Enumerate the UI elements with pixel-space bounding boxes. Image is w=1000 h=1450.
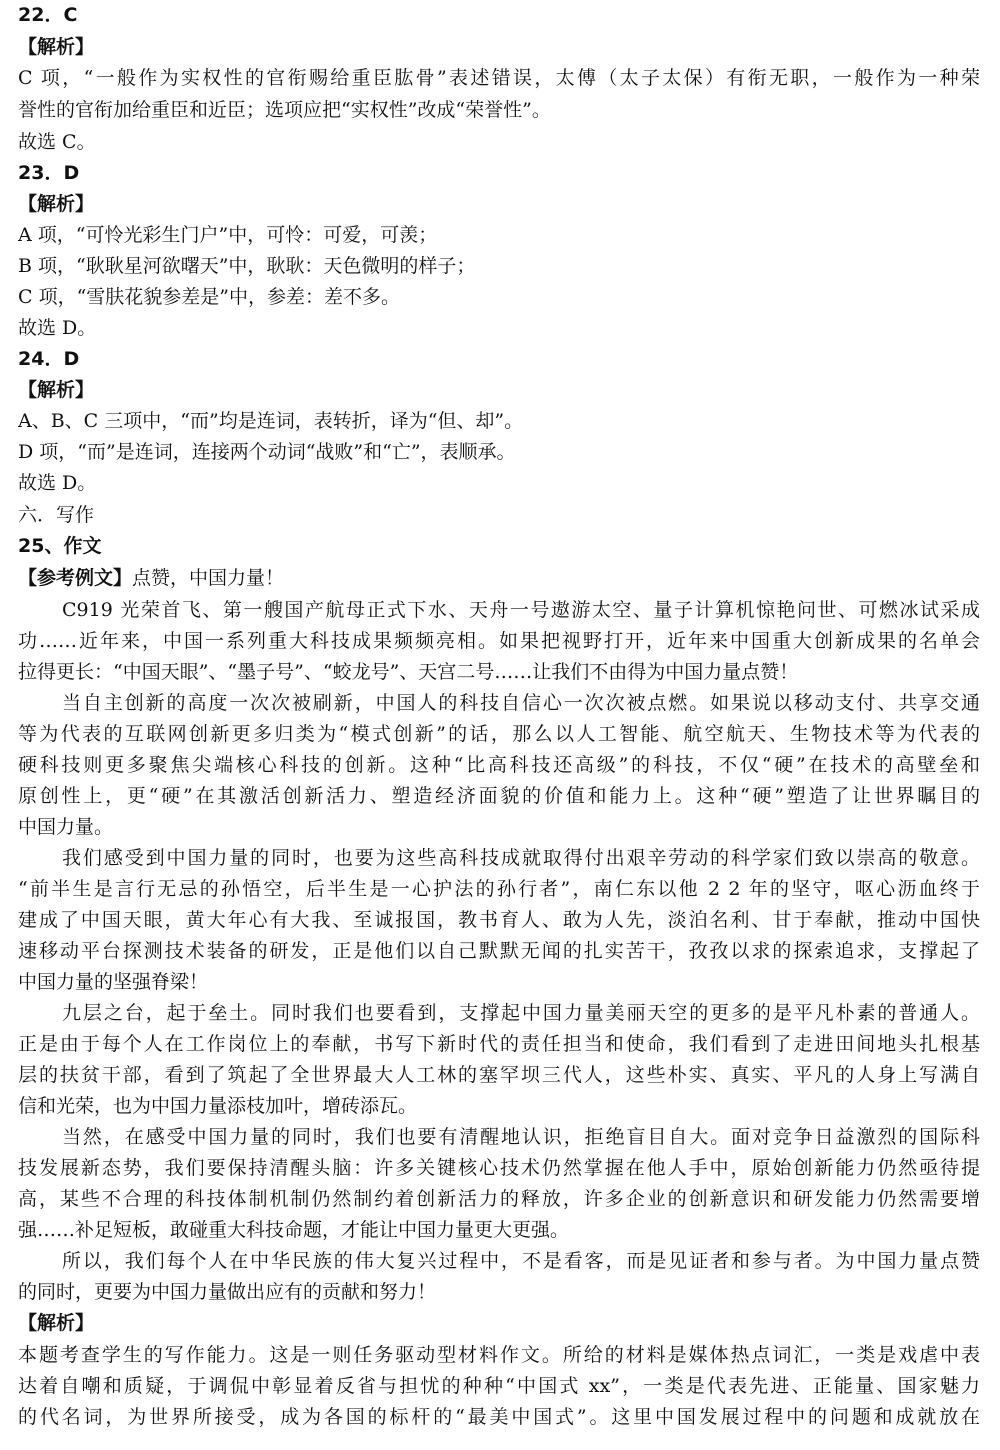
essay-p2-line-4: 原创性上，更“硬”在其激活创新活力、塑造经济面貌的价值和能力上。这种“硬”塑造了让世界瞩目的 (18, 785, 980, 807)
q24-line-2: D 项，“而”是连词，连接两个动词“战败”和“亡”，表顺承。 (18, 441, 516, 463)
essay-p2-line-3: 硬科技则更多聚焦尖端核心科技的创新。这种“比高科技还高级”的科技，不仅“硬”在技术的高壁垒和 (18, 754, 980, 776)
q25-analysis-tag: 【解析】 (18, 1312, 95, 1334)
q23-line-2: B 项，“耿耿星河欲曙天”中，耿耿：天色微明的样子； (18, 255, 476, 277)
question-22-answer: 22．C (18, 4, 78, 26)
essay-p3-line-5: 中国力量的坚强脊梁！ (18, 971, 209, 993)
section-six-heading: 六．写作 (18, 504, 95, 526)
q25-analysis-line-1: 本题考查学生的写作能力。这是一则任务驱动型材料作文。所给的材料是媒体热点词汇，一类是戏虐中表 (18, 1344, 980, 1366)
essay-p5-line-3: 高，某些不合理的科技体制机制仍然制约着创新活力的释放，许多企业的创新意识和研发能力仍然需要增 (18, 1188, 980, 1210)
essay-p3-line-3: 建成了中国天眼，黄大年心有大我、至诚报国，教书育人、敢为人先，淡泊名利、甘于奉献，推动中国快 (18, 909, 980, 931)
essay-p4-line-1: 九层之台，起于垒土。同时我们也要看到，支撑起中国力量美丽天空的更多的是平凡朴素的普通人。 (62, 1002, 980, 1024)
essay-p2-line-2: 等为代表的互联网创新更多归类为“模式创新”的话，那么以人工智能、航空航天、生物技术等为代表的 (18, 723, 980, 745)
q25-analysis-line-3: 的代名词，为世界所接受，成为各国的标杆的“最美中国式”。这里中国发展过程中的问题和成就放在 (18, 1406, 980, 1428)
essay-p3-line-4: 速移动平台探测技术装备的研发，正是他们以自己默默无闻的扎实苦干，孜孜以求的探索追求，支撑起了 (18, 940, 980, 962)
q24-line-1: A、B、C 三项中，“而”均是连词，表转折，译为“但、却”。 (18, 410, 524, 432)
q23-line-4: 故选 D。 (18, 317, 97, 339)
sample-essay-tag: 【参考例文】 (18, 567, 133, 589)
essay-p2-line-5: 中国力量。 (18, 816, 114, 838)
essay-p1-line-2: 功……近年来，中国一系列重大科技成果频频亮相。如果把视野打开，近年来中国重大创新成果的名单会 (18, 630, 980, 652)
q23-analysis-tag: 【解析】 (18, 193, 95, 215)
q22-line-3: 故选 C。 (18, 131, 96, 153)
question-24-answer: 24．D (18, 348, 80, 370)
essay-p5-line-2: 技发展新态势，我们要保持清醒头脑：许多关键核心技术仍然掌握在他人手中，原始创新能力仍然亟待提 (18, 1157, 980, 1179)
q22-line-2: 誉性的官衔加给重臣和近臣；选项应把“实权性”改成“荣誉性”。 (18, 99, 551, 121)
essay-p4-line-3: 层的扶贫干部，看到了筑起了全世界最大人工林的塞罕坝三代人，这些朴实、真实、平凡的人身上写满自 (18, 1064, 980, 1086)
q25-analysis-line-2: 达着自嘲和质疑，于调侃中彰显着反省与担忧的种种“中国式 xx”，一类是代表先进、正能量、国家魅力 (18, 1375, 980, 1397)
essay-p6-line-2: 的同时，更要为中国力量做出应有的贡献和努力！ (18, 1281, 437, 1303)
essay-p2-line-1: 当自主创新的高度一次次被刷新，中国人的科技自信心一次次被点燃。如果说以移动支付、共享交通 (62, 692, 980, 714)
q24-line-3: 故选 D。 (18, 472, 97, 494)
q22-analysis-tag: 【解析】 (18, 36, 95, 58)
essay-p4-line-2: 正是由于每个人在工作岗位上的奉献，书写下新时代的责任担当和使命，我们看到了走进田间地头扎根基 (18, 1033, 980, 1055)
essay-p3-line-2: “前半生是言行无忌的孙悟空，后半生是一心护法的孙行者”，南仁东以他 2 2 年的坚守，呕心沥血终于 (18, 878, 980, 900)
q23-line-1: A 项，“可怜光彩生门户”中，可怜：可爱，可羡； (18, 224, 438, 246)
essay-title: 点赞，中国力量！ (132, 567, 285, 589)
q22-line-1: C 项，“一般作为实权性的官衔赐给重臣肱骨”表述错误，太傅（太子太保）有衔无职，一般作为一种荣 (18, 67, 980, 89)
question-25-heading: 25、作文 (18, 535, 102, 557)
essay-p4-line-4: 信和光荣，也为中国力量添枝加叶，增砖添瓦。 (18, 1095, 418, 1117)
essay-p5-line-4: 强……补足短板，敢碰重大科技命题，才能让中国力量更大更强。 (18, 1219, 570, 1241)
essay-p1-line-3: 拉得更长：“中国天眼”、“墨子号”、“蛟龙号”、天宫二号……让我们不由得为中国力量点赞！ (18, 661, 799, 683)
essay-p3-line-1: 我们感受到中国力量的同时，也要为这些高科技成就取得付出艰辛劳动的科学家们致以崇高的敬意。 (62, 847, 980, 869)
essay-p5-line-1: 当然，在感受中国力量的同时，我们也要有清醒地认识，拒绝盲目自大。面对竞争日益激烈的国际科 (62, 1126, 980, 1148)
q23-line-3: C 项，“雪肤花貌参差是”中，参差：差不多。 (18, 286, 401, 308)
essay-p6-line-1: 所以，我们每个人在中华民族的伟大复兴过程中，不是看客，而是见证者和参与者。为中国力量点赞 (62, 1250, 980, 1272)
essay-heading-row (18, 566, 980, 590)
essay-p1-line-1: C919 光荣首飞、第一艘国产航母正式下水、天舟一号遨游太空、量子计算机惊艳问世、可燃冰试采成 (62, 599, 980, 621)
question-23-answer: 23．D (18, 162, 80, 184)
q24-analysis-tag: 【解析】 (18, 379, 95, 401)
